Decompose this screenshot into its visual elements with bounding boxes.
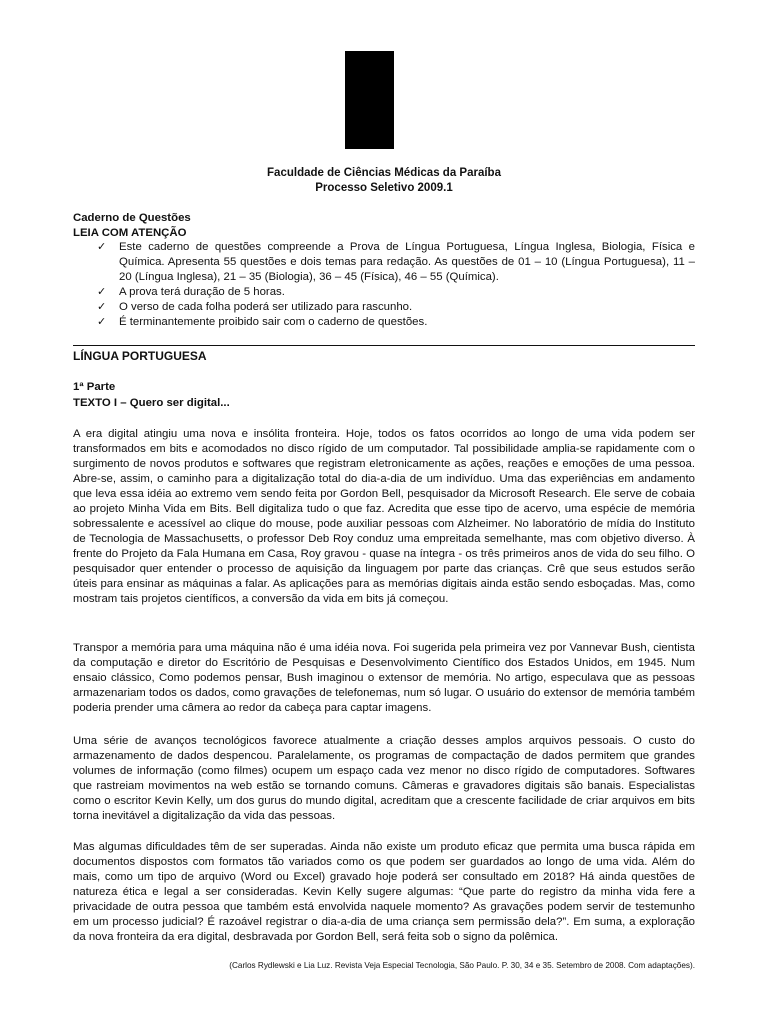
paragraph: Uma série de avanços tecnológicos favorece atualmente a criação desses amplos arquivos pessoais. O custo do armazenamento de dados despencou. Paralelamente, os programas de compactação de dados permitem que grandes volumes de informação (como filmes) ocupem um espaço cada vez menor no disco rígido de computadores. Softwares que rastreiam movimentos na web estão se tornando comuns. Câmeras e gravadores digitais são banais. Especialistas como o escritor Kevin Kelly, um dos gurus do mundo digital, acreditam que a crescente facilidade de criar arquivos em bits torna inevitável a digitalização da vida das pessoas.	[73, 735, 695, 822]
paragraph: A era digital atingiu uma nova e insólita fronteira. Hoje, todos os fatos ocorridos ao longo de uma vida podem ser transformados em bits e acomodados no disco rígido de um computador. Tal possibilidade amplia-se rapidamente com o surgimento de novos produtos e softwares que registram eletronicamente as ações, reações e emoções de uma pessoa. Abre-se, assim, o caminho para a digitalização total do dia-a-dia de um indivíduo. Uma das experiências em andamento que leva essa idéia ao extremo vem sendo feita por Gordon Bell, pesquisador da Microsoft Research. Ele serve de cobaia ao projeto Minha Vida em Bits. Bell digitaliza tudo o que faz. Acredita que esse tipo de acervo, uma espécie de memória sobressalente e acessível ao clique do mouse, pode auxiliar pessoas com Alzheimer. No laboratório de mídia do Instituto de Tecnologia de Massachusetts, o professor Deb Roy conduz uma empreitada semelhante, mas com objetivo diverso. À frente do Projeto da Fala Humana em Casa, Roy gravou - quase na íntegra - os três primeiros anos de vida do seu filho. O pesquisador quer entender o processo de aquisição da linguagem por parte das crianças. Crê que seus estudos serão úteis para ensinar as máquinas a falar. As aplicações para as memórias digitais ainda estão sendo esboçadas. Mas, como mostram tais projetos científicos, a conversão da vida em bits já começou.	[73, 428, 695, 605]
caderno-heading	[73, 211, 695, 241]
document-header	[0, 166, 768, 196]
section-title: LÍNGUA PORTUGUESA	[73, 349, 207, 363]
text-title: TEXTO I – Quero ser digital...	[73, 397, 230, 409]
checkmark-icon: ✓	[97, 241, 107, 253]
source-citation: (Carlos Rydlewski e Lia Luz. Revista Veja Especial Tecnologia, São Paulo. P. 30, 34 e 35. Setembro de 2008. Com adaptações).	[229, 961, 695, 970]
checkmark-icon: ✓	[97, 316, 107, 328]
checkmark-icon: ✓	[97, 286, 107, 298]
caderno-title: Caderno de Questões	[73, 212, 191, 224]
institution-logo-block	[345, 51, 394, 149]
checkmark-icon: ✓	[97, 301, 107, 313]
part-label: 1ª Parte	[73, 381, 116, 393]
instruction-item: ✓ A prova terá duração de 5 horas.	[97, 286, 285, 298]
paragraph: Transpor a memória para uma máquina não é uma idéia nova. Foi sugerida pela primeira vez por Vannevar Bush, cientista da computação e diretor do Escritório de Pesquisas e Desenvolvimento Científico dos Estados Unidos, em 1945. Num ensaio clássico, Como podemos pensar, Bush imaginou o extensor de memória. No artigo, especulava que as pessoas armazenariam todos os dados, como gravações de telefonemas, num só lugar. O usuário do extensor de memória também poderia prender uma câmera ao redor da cabeça para captar imagens.	[73, 642, 695, 714]
instruction-item: ✓ Este caderno de questões compreende a Prova de Língua Portuguesa, Língua Inglesa, Biologia, Física e Química. Apresenta 55 questões e dois temas para redação. As questões de 01 – 10 (Língua Portuguesa), 11 – 20 (Língua Inglesa), 21 – 35 (Biologia), 36 – 45 (Física), 46 – 55 (Química).	[97, 241, 695, 283]
instruction-item: ✓ É terminantemente proibido sair com o caderno de questões.	[97, 316, 428, 328]
instruction-item: ✓ O verso de cada folha poderá ser utilizado para rascunho.	[97, 301, 413, 313]
institution-name: Faculdade de Ciências Médicas da Paraíba	[267, 167, 501, 179]
section-divider	[73, 345, 695, 346]
paragraph: Mas algumas dificuldades têm de ser superadas. Ainda não existe um produto eficaz que permita uma busca rápida em documentos dispostos com formatos tão variados como os que podem ser guardados ao longo de uma vida. Além do mais, como um tipo de arquivo (Word ou Excel) gravado hoje poderá ser consultado em 2018? Há ainda questões de natureza ética e legal a ser consideradas. Kevin Kelly sugere algumas: “Que parte do registro da minha vida fere a privacidade de outra pessoa que também está envolvida naquele momento? As gravações podem servir de testemunho em um processo judicial? É razoável registrar o dia-a-dia de uma criança sem permissão dela?”. Em suma, a exploração da nova fronteira da era digital, desbravada por Gordon Bell, será feita sob o signo da polêmica.	[73, 841, 695, 943]
instructions-list	[97, 240, 695, 330]
attention-title: LEIA COM ATENÇÃO	[73, 227, 187, 239]
exam-name: Processo Seletivo 2009.1	[315, 182, 453, 194]
